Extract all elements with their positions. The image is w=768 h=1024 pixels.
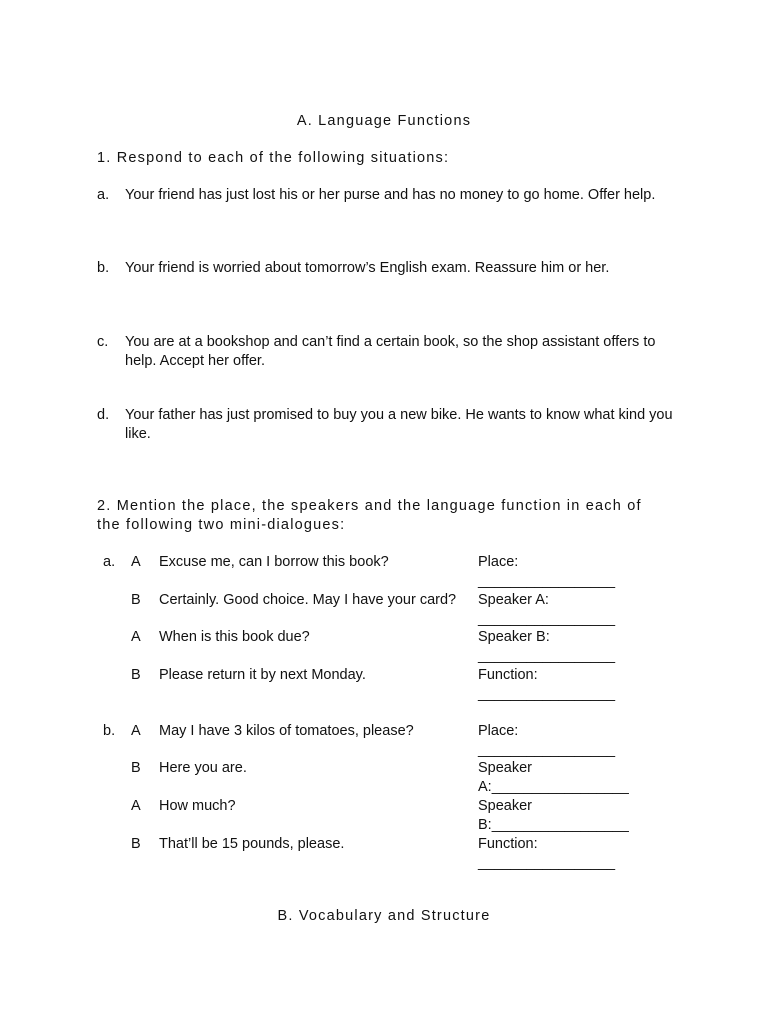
question-1-instruction: 1. Respond to each of the following situations:	[97, 150, 450, 166]
section-a-title: A. Language Functions	[296, 113, 472, 129]
dialogue-speaker: A	[131, 554, 141, 570]
dialogue-letter: a.	[103, 554, 116, 570]
dialogue-speaker: A	[131, 629, 141, 645]
answer-blank-speaker-a: Speaker A: _________________	[478, 592, 616, 627]
situation-letter: b.	[97, 260, 110, 276]
dialogue-line: When is this book due?	[159, 629, 310, 645]
situation-letter: d.	[97, 407, 110, 423]
question-2-instruction: 2. Mention the place, the speakers and the language function in each of the following two mini-dialogues:	[97, 498, 642, 533]
section-b-title: B. Vocabulary and Structure	[277, 908, 491, 924]
answer-blank-speaker-b: Speaker B: _________________	[478, 629, 616, 664]
dialogue-speaker: B	[131, 667, 141, 683]
dialogue-line: That’ll be 15 pounds, please.	[159, 836, 345, 852]
dialogue-line: Excuse me, can I borrow this book?	[159, 554, 389, 570]
situation-text: Your friend is worried about tomorrow’s English exam. Reassure him or her.	[125, 260, 610, 276]
answer-blank-place: Place: _________________	[478, 554, 616, 589]
situation-text: You are at a bookshop and can’t find a certain book, so the shop assistant offers to help. Accept her offer.	[125, 334, 656, 369]
dialogue-line: Here you are.	[159, 760, 247, 776]
dialogue-line: Certainly. Good choice. May I have your card?	[159, 592, 457, 608]
answer-blank-speaker-b: Speaker B:_________________	[478, 798, 629, 833]
situation-letter: a.	[97, 187, 110, 203]
answer-blank-function: Function: _________________	[478, 667, 616, 702]
dialogue-letter: b.	[103, 723, 116, 739]
answer-blank-function: Function: _________________	[478, 836, 616, 871]
dialogue-speaker: B	[131, 760, 141, 776]
dialogue-line: May I have 3 kilos of tomatoes, please?	[159, 723, 414, 739]
situation-text: Your friend has just lost his or her purse and has no money to go home. Offer help.	[125, 187, 656, 203]
answer-blank-place: Place: _________________	[478, 723, 616, 758]
dialogue-speaker: A	[131, 723, 141, 739]
dialogue-speaker: B	[131, 836, 141, 852]
situation-text: Your father has just promised to buy you a new bike. He wants to know what kind you like.	[125, 407, 673, 442]
situation-letter: c.	[97, 334, 109, 350]
dialogue-line: Please return it by next Monday.	[159, 667, 366, 683]
dialogue-line: How much?	[159, 798, 236, 814]
dialogue-speaker: B	[131, 592, 141, 608]
answer-blank-speaker-a: Speaker A:_________________	[478, 760, 629, 795]
dialogue-speaker: A	[131, 798, 141, 814]
